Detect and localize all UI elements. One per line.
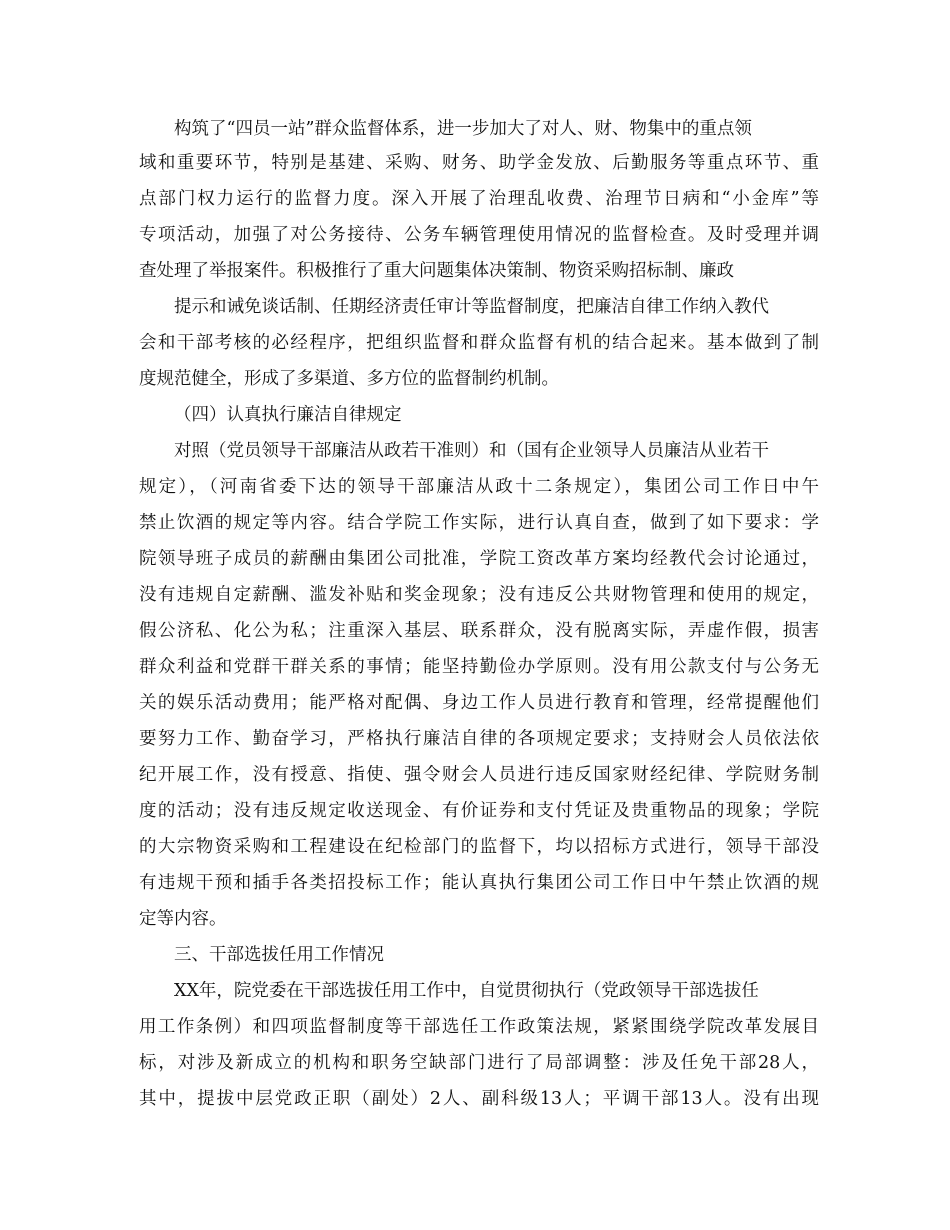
text-line: 要努力工作、勤奋学习，严格执行廉洁自律的各项规定要求；支持财会人员依法依 — [139, 729, 819, 749]
text-line: 假公济私、化公为私；注重深入基层、联系群众，没有脱离实际，弄虚作假，损害 — [139, 621, 819, 641]
text-line: 域和重要环节，特别是基建、采购、财务、助学金发放、后勤服务等重点环节、重 — [139, 153, 819, 173]
text-line: 定等内容。 — [139, 909, 227, 929]
text-line: 专项活动，加强了对公务接待、公务车辆管理使用情况的监督检查。及时受理并调 — [139, 225, 819, 245]
text-line: 有违规干预和插手各类招投标工作；能认真执行集团公司工作日中午禁止饮酒的规 — [139, 873, 819, 893]
text-line: 的大宗物资采购和工程建设在纪检部门的监督下，均以招标方式进行，领导干部没 — [139, 837, 819, 857]
text-line: 点部门权力运行的监督力度。深入开展了治理乱收费、治理节日病和“小金库”等 — [139, 189, 819, 209]
text-line: 度规范健全，形成了多渠道、多方位的监督制约机制。 — [139, 369, 559, 389]
text-line: 度的活动；没有违反规定收送现金、有价证券和支付凭证及贵重物品的现象；学院 — [139, 801, 819, 821]
text-line: 标，对涉及新成立的机构和职务空缺部门进行了局部调整：涉及任免干部28人， — [139, 1053, 819, 1073]
text-line: 查处理了举报案件。积极推行了重大问题集体决策制、物资采购招标制、廉政 — [139, 261, 734, 281]
text-line: 会和干部考核的必经程序，把组织监督和群众监督有机的结合起来。基本做到了制 — [139, 333, 819, 353]
section-heading: （四）认真执行廉洁自律规定 — [174, 405, 402, 425]
text-line: 规定），（河南省委下达的领导干部廉洁从政十二条规定），集团公司工作日中午 — [139, 477, 819, 497]
section-heading: 三、干部选拔任用工作情况 — [174, 945, 384, 965]
text-line: 对照（党员领导干部廉洁从政若干准则）和（国有企业领导人员廉洁从业若干 — [174, 441, 769, 461]
text-line: 提示和诫免谈话制、任期经济责任审计等监督制度，把廉洁自律工作纳入教代 — [174, 297, 769, 317]
text-line: 用工作条例）和四项监督制度等干部选任工作政策法规，紧紧围绕学院改革发展目 — [139, 1017, 819, 1037]
text-line: 群众利益和党群干群关系的事情；能坚持勤俭办学原则。没有用公款支付与公务无 — [139, 657, 819, 677]
text-line: XX年，院党委在干部选拔任用工作中，自觉贯彻执行（党政领导干部选拔任 — [174, 981, 759, 1001]
text-line: 构筑了“四员一站”群众监督体系，进一步加大了对人、财、物集中的重点领 — [174, 119, 752, 139]
text-line: 其中，提拔中层党政正职（副处）2人、副科级13人；平调干部13人。没有出现 — [139, 1089, 819, 1109]
text-line: 纪开展工作，没有授意、指使、强令财会人员进行违反国家财经纪律、学院财务制 — [139, 765, 819, 785]
text-line: 院领导班子成员的薪酬由集团公司批准，学院工资改革方案均经教代会讨论通过， — [139, 549, 819, 569]
text-line: 关的娱乐活动费用；能严格对配偶、身边工作人员进行教育和管理，经常提醒他们 — [139, 693, 819, 713]
text-line: 禁止饮酒的规定等内容。结合学院工作实际，进行认真自查，做到了如下要求：学 — [139, 513, 819, 533]
text-line: 没有违规自定薪酬、滥发补贴和奖金现象；没有违反公共财物管理和使用的规定， — [139, 585, 819, 605]
